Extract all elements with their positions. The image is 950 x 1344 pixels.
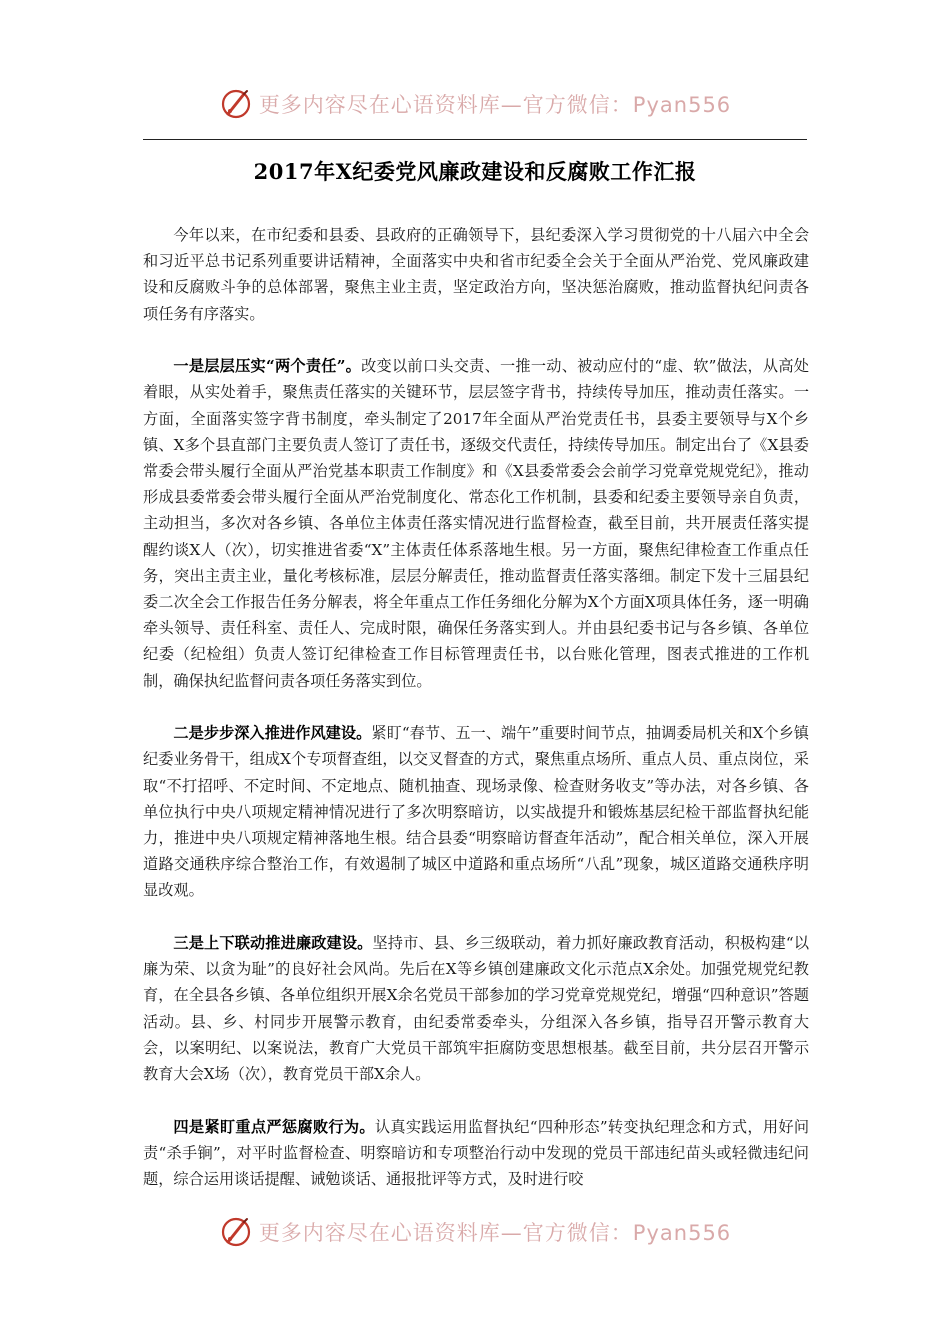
section-body: 坚持市、县、乡三级联动，着力抓好廉政教育活动，积极构建“以廉为荣、以贪为耻”的良好社会风尚。先后在X等乡镇创建廉政文化示范点X余处。加强党规党纪教育，在全县各乡镇、各单位组织开展X余名党员干部参加的学习党章党规党纪，增强“四种意识”答题活动。县、乡、村同步开展警示教育，由纪委常委牵头，分组深入各乡镇，指导召开警示教育大会，以案明纪、以案说法，教育广大党员干部筑牢拒腐防变思想根基。截至目前，共分层召开警示教育大会X场（次），教育党员干部X余人。 [143,934,810,1084]
section-lead: 二是步步深入推进作风建设。 [173,724,372,743]
section-body: 改变以前口头交责、一推一动、被动应付的“虚、软”做法，从高处着眼，从实处着手，聚焦责任落实的关键环节，层层签字背书，持续传导加压，推动责任落实。一方面，全面落实签字背书制度，牵头制定了2017年全面从严治党责任书，县委主要领导与X个乡镇、X多个县直部门主要负责人签订了责任书，逐级交代责任，持续传导加压。制定出台了《X县委常委会带头履行全面从严治党基本职责工作制度》和《X县委常委会会前学习党章党规党纪》，推动形成县委常委会带头履行全面从严治党制度化、常态化工作机制，县委和纪委主要领导亲自负责，主动担当，多次对各乡镇、各单位主体责任落实情况进行监督检查，截至目前，共开展责任落实提醒约谈X人（次），切实推进省委“X”主体责任体系落地生根。另一方面，聚焦纪律检查工作重点任务，突出主责主业，量化考核标准，层层分解责任，推动监督责任落实落细。制定下发十三届县纪委二次全会工作报告任务分解表，将全年重点工作任务细化分解为X个方面X项具体任务，逐一明确牵头领导、责任科室、责任人、完成时限，确保任务落实到人。并由县纪委书记与各乡镇、各单位纪委（纪检组）负责人签订纪律检查工作目标管理责任书，以台账化管理，图表式推进的工作机制，确保执纪监督问责各项任务落实到位。 [143,357,809,690]
section-paragraph [143,720,809,903]
document-title: 2017年X纪委党风廉政建设和反腐败工作汇报 [253,159,697,184]
section-lead: 一是层层压实“两个责任”。 [173,357,362,376]
section-lead: 四是紧盯重点严惩腐败行为。 [173,1117,375,1136]
section-body: 紧盯“春节、五一、端午”重要时间节点，抽调委局机关和X个乡镇纪委业务骨干，组成X个专项督查组，以交叉督查的方式，聚焦重点场所、重点人员、重点岗位，采取“不打招呼、不定时间、不定地点、随机抽查、现场录像、检查财务收支”等办法，对各乡镇、各单位执行中央八项规定精神情况进行了多次明察暗访，以实战提升和锻炼基层纪检干部监督执纪能力，推进中央八项规定精神落地生根。结合县委“明察暗访督查年活动”，配合相关单位，深入开展道路交通秩序综合整治工作，有效遏制了城区中道路和重点场所“八乱”现象，城区道路交通秩序明显改观。 [143,724,809,900]
watermark-text: 更多内容尽在心语资料库—官方微信：Pyan556 [258,1221,732,1245]
intro-paragraph: 今年以来，在市纪委和县委、县政府的正确领导下，县纪委深入学习贯彻党的十八届六中全会和习近平总书记系列重要讲话精神，全面落实中央和省市纪委全会关于全面从严治党、党风廉政建设和反腐败斗争的总体部署，聚焦主业主责，坚定政治方向，坚决惩治腐败，推动监督执纪问责各项任务有序落实。 [143,226,809,323]
section-lead: 三是上下联动推进廉政建设。 [173,934,373,953]
section-body: 认真实践运用监督执纪“四种形态”转变执纪理念和方式，用好问责“杀手锏”，对平时监督检查、明察暗访和专项整治行动中发现的党员干部违纪苗头或轻微违纪问题，综合运用谈话提醒、诫勉谈话、通报批评等方式，及时进行咬 [143,1117,810,1189]
watermark-banner-top [0,84,950,124]
pen-circle-logo-icon [219,87,253,121]
section-paragraph [143,353,809,694]
section-paragraph [143,930,809,1087]
section-paragraph [143,1114,809,1193]
document-body [143,222,809,1219]
pen-circle-logo-icon [219,1215,253,1249]
header-divider [143,139,807,140]
watermark-text: 更多内容尽在心语资料库—官方微信：Pyan556 [258,93,732,117]
watermark-banner-bottom [0,1212,950,1252]
